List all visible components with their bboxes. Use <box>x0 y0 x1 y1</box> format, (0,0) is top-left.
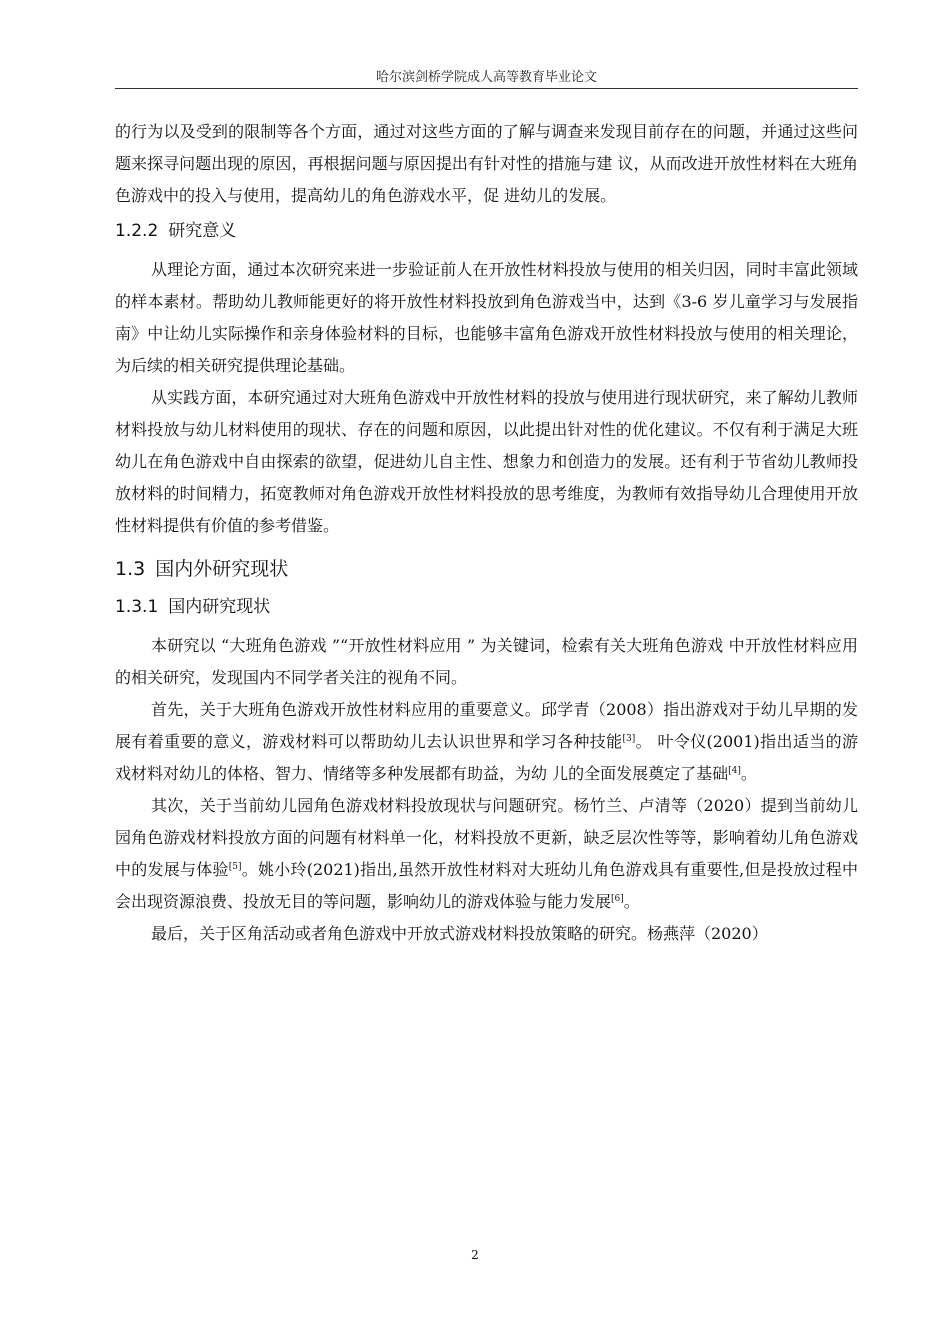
paragraph-text: 。 <box>740 764 757 783</box>
page-number: 2 <box>471 1248 479 1262</box>
paragraph-text: 。 叶令仪(2001)指出适当的游戏材料对幼儿的体格、智力、情绪等多种发展都有助益，为幼 儿的全面发展奠定了基础 <box>115 732 858 783</box>
paragraph <box>115 694 858 790</box>
heading-number: 1.3.1 <box>115 597 159 617</box>
paragraph: 的行为以及受到的限制等各个方面，通过对这些方面的了解与调查来发现目前存在的问题，并通过这些问题来探寻问题出现的原因，再根据问题与原因提出有针对性的措施与建 议，从而改进开放性材料在大班角色游戏中的投入与使用，提高幼儿的角色游戏水平，促 进幼儿的发展。 <box>115 122 858 205</box>
paragraph <box>115 790 858 918</box>
heading-text: 国内外研究现状 <box>155 558 289 580</box>
paragraph-text: 。姚小玲(2021)指出,虽然开放性材料对大班幼儿角色游戏具有重要性,但是投放过程中会出现资源浪费、投放无目的等问题，影响幼儿的游戏体验与能力发展 <box>115 860 858 911</box>
heading-text: 国内研究现状 <box>168 597 271 617</box>
paragraph: 最后，关于区角活动或者角色游戏中开放式游戏材料投放策略的研究。杨燕萍（2020） <box>151 924 768 943</box>
heading-number: 1.2.2 <box>115 221 159 241</box>
paragraph-text: 。 <box>623 892 640 911</box>
heading-1-2-2 <box>115 214 858 248</box>
header-rule <box>115 88 858 89</box>
citation-ref: [3] <box>622 734 636 744</box>
paragraph-text: 其次，关于当前幼儿园角色游戏材料投放现状与问题研究。杨竹兰、卢清等（2020）提到当前幼儿园角色游戏材料投放方面的问题有材料单一化，材料投放不更新，缺乏层次性等等，影响着幼儿角色游戏中的发展与体验 <box>115 796 858 879</box>
paragraph: 从理论方面，通过本次研究来进一步验证前人在开放性材料投放与使用的相关归因，同时丰富此领域的样本素材。帮助幼儿教师能更好的将开放性材料投放到角色游戏当中，达到《3-6 岁儿童学习与发展指南》中让幼儿实际操作和亲身体验材料的目标，也能够丰富角色游戏开放性材料投放与使用的相关理论，为后续的相关研究提供理论基础。 <box>115 260 858 375</box>
heading-number: 1.3 <box>115 558 146 580</box>
citation-ref: [5] <box>228 862 242 872</box>
page-header: 哈尔滨剑桥学院成人高等教育毕业论文 <box>375 70 597 85</box>
heading-1-3-1 <box>115 590 858 624</box>
paragraph: 本研究以 “大班角色游戏 ”“开放性材料应用 ” 为关键词，检索有关大班角色游戏 中开放性材料应用的相关研究，发现国内不同学者关注的视角不同。 <box>115 636 858 687</box>
paragraph: 从实践方面，本研究通过对大班角色游戏中开放性材料的投放与使用进行现状研究，来了解幼儿教师材料投放与幼儿材料使用的现状、存在的问题和原因，以此提出针对性的优化建议。不仅有利于满足大班幼儿在角色游戏中自由探索的欲望，促进幼儿自主性、想象力和创造力的发展。还有利于节省幼儿教师投放材料的时间精力，拓宽教师对角色游戏开放性材料投放的思考维度，为教师有效指导幼儿合理使用开放性材料提供有价值的参考借鉴。 <box>115 388 858 535</box>
paragraph-text: 首先，关于大班角色游戏开放性材料应用的重要意义。邱学青（2008）指出游戏对于幼儿早期的发展有着重要的意义，游戏材料可以帮助幼儿去认识世界和学习各种技能 <box>115 700 858 751</box>
heading-1-3 <box>115 550 858 588</box>
citation-ref: [6] <box>611 894 624 904</box>
citation-ref: [4] <box>728 766 741 776</box>
document-body <box>115 116 858 950</box>
heading-text: 研究意义 <box>168 221 237 241</box>
